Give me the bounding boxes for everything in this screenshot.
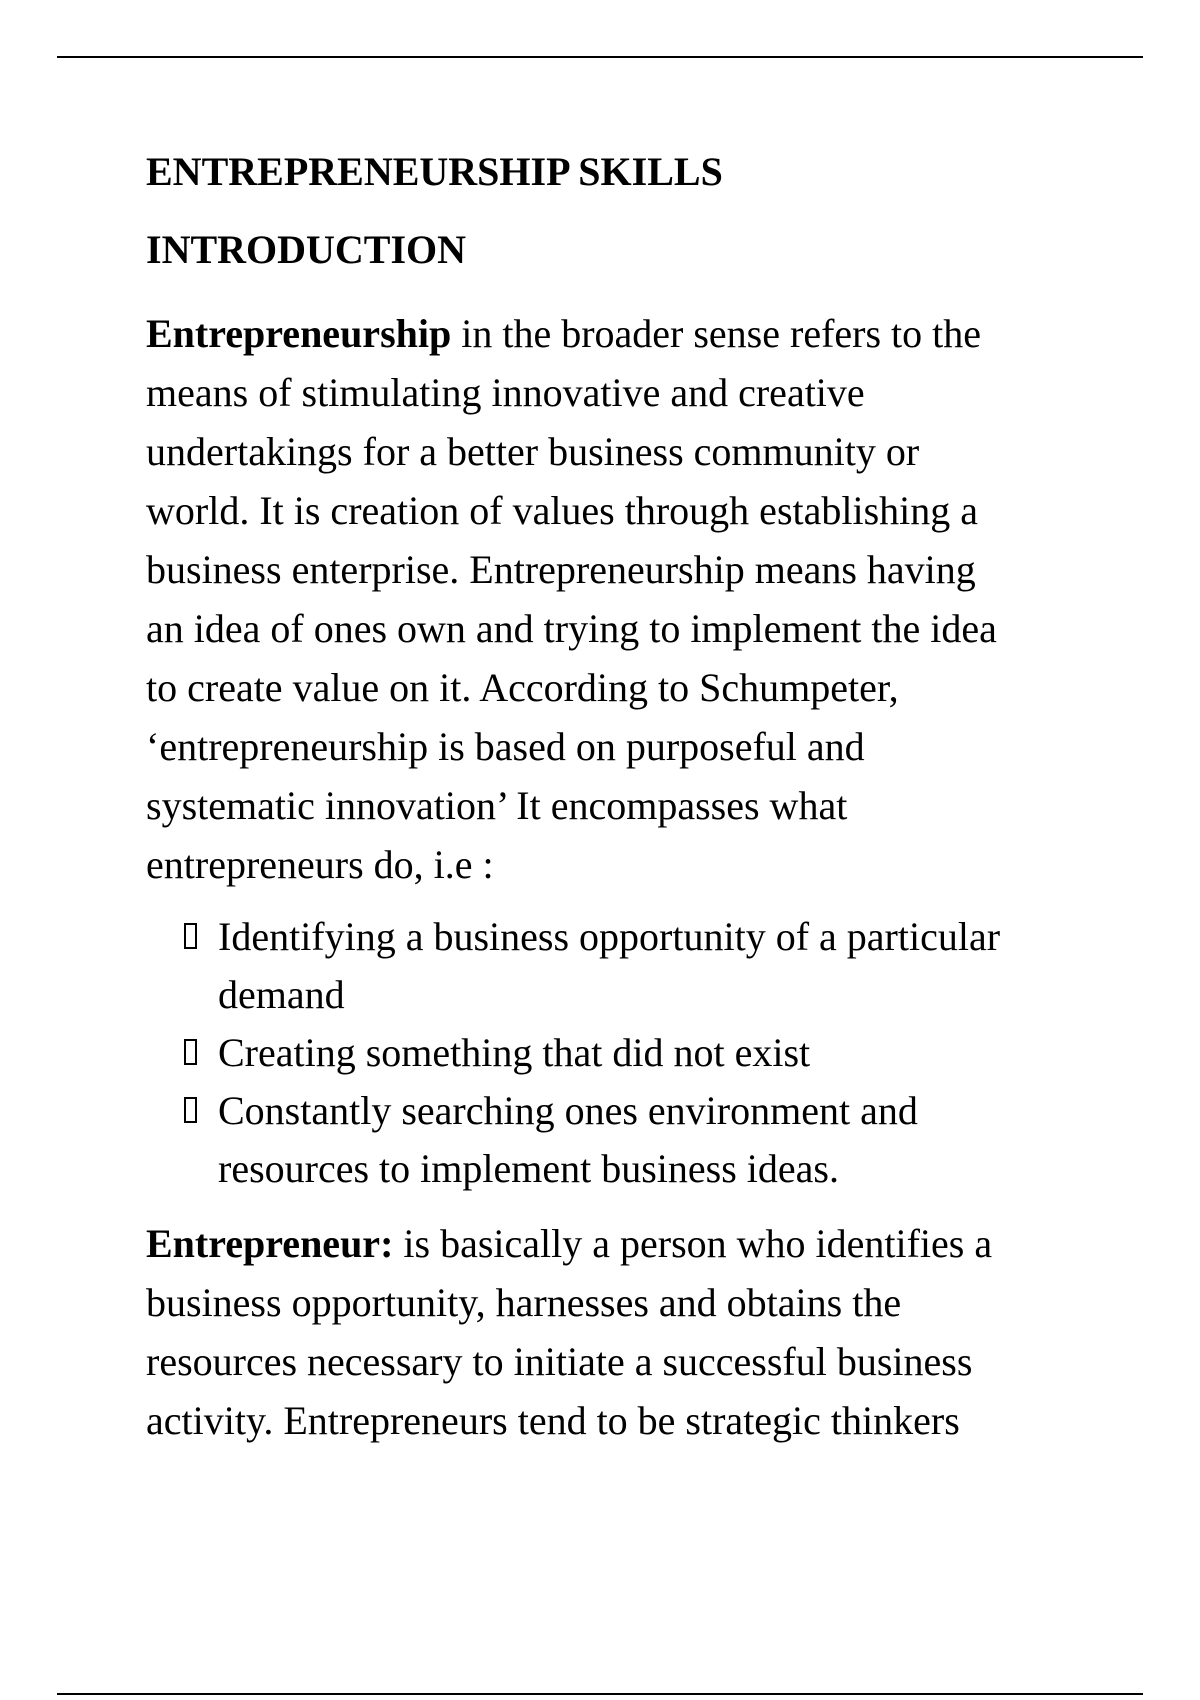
list-item-line: Creating something that did not exist — [218, 1030, 811, 1075]
activities-list — [184, 908, 1146, 1198]
paragraph-line: means of stimulating innovative and creative — [146, 370, 865, 415]
header-rule — [57, 56, 1143, 58]
intro-paragraph — [146, 304, 1146, 894]
page-content — [146, 148, 1146, 1450]
paragraph-line: business opportunity, harnesses and obtains the — [146, 1280, 902, 1325]
paragraph-line: ‘entrepreneurship is based on purposeful and — [146, 724, 865, 769]
paragraph-line: business enterprise. Entrepreneurship means having — [146, 547, 976, 592]
list-item — [184, 908, 1146, 1024]
paragraph-line: activity. Entrepreneurs tend to be strategic thinkers — [146, 1398, 960, 1443]
term-entrepreneur: Entrepreneur: — [146, 1221, 394, 1266]
list-item-line: resources to implement business ideas. — [218, 1146, 839, 1191]
paragraph-line: to create value on it. According to Schumpeter, — [146, 665, 899, 710]
paragraph-line-text: is basically a person who identifies a — [393, 1221, 993, 1266]
missing-glyph-box-icon — [184, 923, 197, 949]
term-entrepreneurship: Entrepreneurship — [146, 311, 452, 356]
paragraph-line: world. It is creation of values through establishing a — [146, 488, 979, 533]
entrepreneur-paragraph — [146, 1214, 1146, 1450]
footer-rule — [57, 1693, 1143, 1695]
paragraph-line: an idea of ones own and trying to implement the idea — [146, 606, 997, 651]
paragraph-line: entrepreneurs do, i.e : — [146, 842, 494, 887]
list-item — [184, 1024, 1146, 1082]
section-heading-introduction: INTRODUCTION — [146, 227, 467, 272]
paragraph-line: undertakings for a better business community or — [146, 429, 920, 474]
list-item-line: Identifying a business opportunity of a particular — [218, 914, 1001, 959]
paragraph-line: systematic innovation’ It encompasses what — [146, 783, 848, 828]
paragraph-line-text: in the broader sense refers to the — [451, 311, 982, 356]
document-title: ENTREPRENEURSHIP SKILLS — [146, 149, 723, 194]
missing-glyph-box-icon — [184, 1039, 197, 1065]
list-item-line: demand — [218, 972, 345, 1017]
paragraph-line — [146, 304, 1146, 363]
list-item — [184, 1082, 1146, 1198]
list-item-line: Constantly searching ones environment and — [218, 1088, 918, 1133]
paragraph-line: resources necessary to initiate a successful business — [146, 1339, 973, 1384]
paragraph-line — [146, 1214, 1146, 1273]
missing-glyph-box-icon — [184, 1097, 197, 1123]
